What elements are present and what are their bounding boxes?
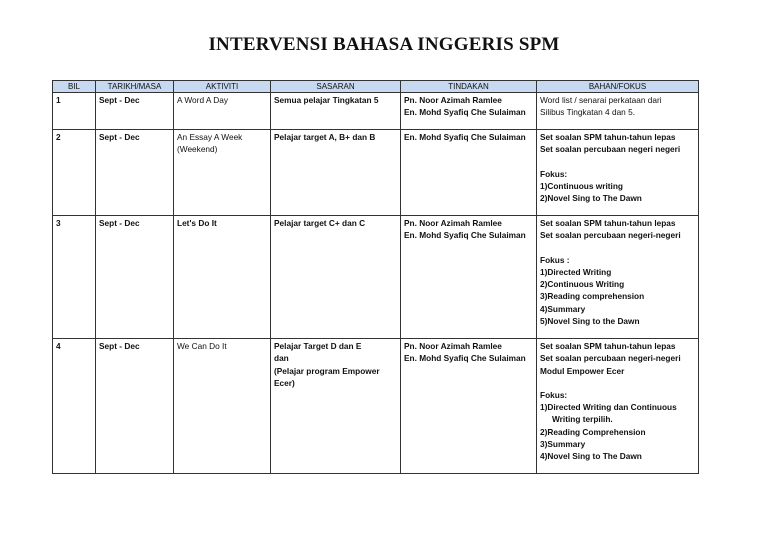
fokus-item: 1)Directed Writing dan Continuous <box>540 402 677 413</box>
fokus-label: Fokus: <box>540 168 568 179</box>
cell-sasaran <box>271 93 401 130</box>
sasaran-line: (Pelajar program Empower <box>274 365 380 376</box>
fokus-label: Fokus: <box>540 389 568 400</box>
header-bahan: BAHAN/FOKUS <box>537 81 699 93</box>
cell-tindakan <box>401 93 537 130</box>
bahan-line: Silibus Tingkatan 4 dan 5. <box>540 107 636 118</box>
fokus-item: 2)Continuous Writing <box>540 279 625 290</box>
fokus-item: 5)Novel Sing to the Dawn <box>540 316 640 327</box>
cell-bahan <box>537 93 699 130</box>
table-row <box>53 130 699 216</box>
table-row <box>53 93 699 130</box>
aktiviti-line: We Can Do It <box>177 341 227 351</box>
cell-sasaran <box>271 216 401 339</box>
cell-sasaran <box>271 339 401 474</box>
cell-tindakan <box>401 339 537 474</box>
cell-bil: 2 <box>53 130 96 216</box>
cell-bahan <box>537 216 699 339</box>
aktiviti-line: An Essay A Week <box>177 132 243 142</box>
header-bil: BIL <box>53 81 96 93</box>
tindakan-line: Pn. Noor Azimah Ramlee <box>404 341 502 351</box>
fokus-item: 4)Summary <box>540 303 586 314</box>
fokus-item: 4)Novel Sing to The Dawn <box>540 451 642 462</box>
sasaran-line: Pelajar Target D dan E <box>274 341 362 351</box>
tindakan-line: Pn. Noor Azimah Ramlee <box>404 95 502 105</box>
aktiviti-line: A Word A Day <box>177 95 229 105</box>
page-title: INTERVENSI BAHASA INGGERIS SPM <box>208 34 560 55</box>
cell-tarikh: Sept - Dec <box>96 339 174 474</box>
bahan-line: Set soalan percubaan negeri negeri <box>540 144 681 155</box>
table-row <box>53 216 699 339</box>
fokus-item: 3)Summary <box>540 439 586 450</box>
header-tarikh: TARIKH/MASA <box>96 81 174 93</box>
fokus-item: 3)Reading comprehension <box>540 291 645 302</box>
tindakan-line: En. Mohd Syafiq Che Sulaiman <box>404 107 526 118</box>
bahan-line: Set soalan SPM tahun-tahun lepas <box>540 341 676 351</box>
tindakan-line: En. Mohd Syafiq Che Sulaiman <box>404 132 526 142</box>
intervention-table <box>52 80 699 474</box>
cell-bil: 4 <box>53 339 96 474</box>
fokus-label: Fokus : <box>540 254 570 265</box>
cell-tarikh: Sept - Dec <box>96 130 174 216</box>
bahan-line: Set soalan SPM tahun-tahun lepas <box>540 218 676 228</box>
aktiviti-line: (Weekend) <box>177 144 218 155</box>
fokus-item: 2)Reading Comprehension <box>540 426 646 437</box>
tindakan-line: Pn. Noor Azimah Ramlee <box>404 218 502 228</box>
fokus-item: 2)Novel Sing to The Dawn <box>540 193 642 204</box>
fokus-item: Writing terpilih. <box>552 414 613 425</box>
sasaran-line: Ecer) <box>274 377 295 388</box>
cell-bil: 1 <box>53 93 96 130</box>
tindakan-line: En. Mohd Syafiq Che Sulaiman <box>404 230 526 241</box>
bahan-line: Word list / senarai perkataan dari <box>540 95 662 105</box>
sasaran-line: Pelajar target C+ dan C <box>274 218 366 228</box>
header-sasaran: SASARAN <box>271 81 401 93</box>
cell-aktiviti <box>174 93 271 130</box>
cell-tarikh: Sept - Dec <box>96 93 174 130</box>
header-tindakan: TINDAKAN <box>401 81 537 93</box>
fokus-item: 1)Directed Writing <box>540 266 612 277</box>
cell-sasaran <box>271 130 401 216</box>
bahan-line: Modul Empower Ecer <box>540 365 625 376</box>
bahan-line: Set soalan percubaan negeri-negeri <box>540 353 681 364</box>
cell-tarikh: Sept - Dec <box>96 216 174 339</box>
cell-tindakan <box>401 216 537 339</box>
sasaran-line: Semua pelajar Tingkatan 5 <box>274 95 379 105</box>
tindakan-line: En. Mohd Syafiq Che Sulaiman <box>404 353 526 364</box>
cell-aktiviti <box>174 130 271 216</box>
cell-tindakan <box>401 130 537 216</box>
table-row <box>53 339 699 474</box>
bahan-line: Set soalan SPM tahun-tahun lepas <box>540 132 676 142</box>
sasaran-line: Pelajar target A, B+ dan B <box>274 132 376 142</box>
aktiviti-line: Let's Do It <box>177 218 217 228</box>
cell-aktiviti <box>174 216 271 339</box>
cell-bil: 3 <box>53 216 96 339</box>
cell-aktiviti <box>174 339 271 474</box>
header-aktiviti: AKTIVITI <box>174 81 271 93</box>
table-header-row <box>53 81 699 93</box>
sasaran-line: dan <box>274 353 289 364</box>
fokus-item: 1)Continuous writing <box>540 180 623 191</box>
cell-bahan <box>537 130 699 216</box>
bahan-line: Set soalan percubaan negeri-negeri <box>540 230 681 241</box>
cell-bahan <box>537 339 699 474</box>
